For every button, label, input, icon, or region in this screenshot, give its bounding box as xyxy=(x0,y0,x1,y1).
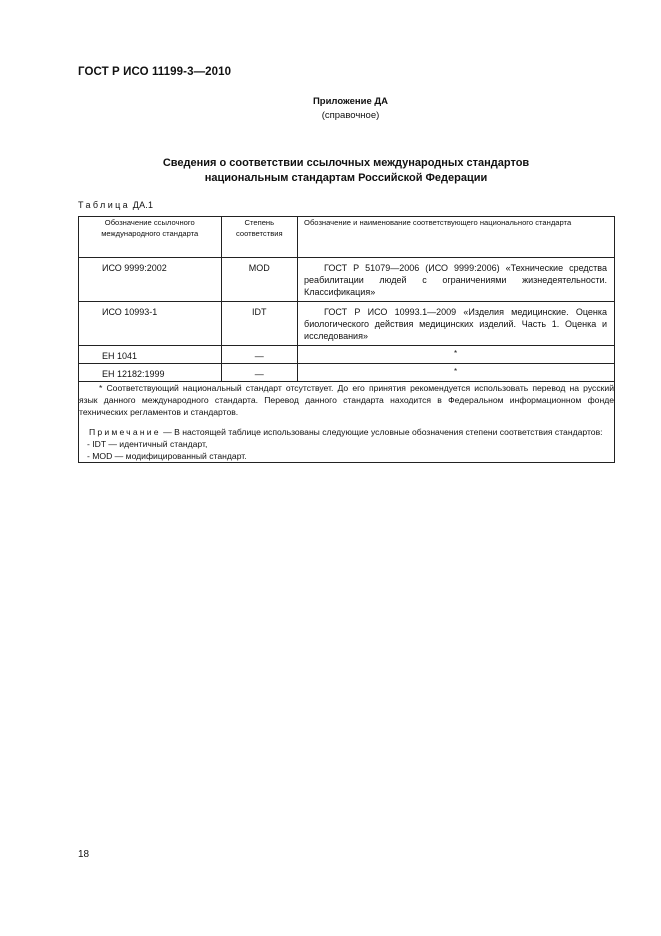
header-reference-standard xyxy=(79,217,222,258)
table-row xyxy=(79,258,615,302)
table-row xyxy=(79,302,615,346)
section-title xyxy=(78,156,614,186)
header-degree xyxy=(221,217,298,258)
section-title-line-1: Сведения о соответствии ссылочных международных стандартов xyxy=(162,157,530,169)
section-title-line-2: национальным стандартам Российской Федерации xyxy=(204,172,488,184)
document-code: ГОСТ Р ИСО 11199-3—2010 xyxy=(78,66,232,78)
cell-degree: — xyxy=(221,346,298,364)
header-national-standard: Обозначение и наименование соответствующего национального стандарта xyxy=(298,217,615,258)
annex-note: (справочное) xyxy=(321,110,380,121)
table-caption-prefix: Таблица xyxy=(78,200,131,210)
remark-label: Примечание xyxy=(89,427,161,437)
header-col1-line2: международного стандарта xyxy=(101,229,199,238)
page-number: 18 xyxy=(78,849,90,860)
cell-reference: ИСО 10993-1 xyxy=(79,302,222,346)
table-row xyxy=(79,364,615,382)
table-notes-row xyxy=(79,382,615,463)
table-notes-cell xyxy=(79,382,615,463)
cell-reference: ЕН 1041 xyxy=(79,346,222,364)
standards-table xyxy=(78,216,615,463)
header-col2-line1: Степень xyxy=(244,218,275,227)
remark-text: — В настоящей таблице использованы следующие условные обозначения степени соответствия стандартов: xyxy=(160,427,603,437)
table-header-row xyxy=(79,217,615,258)
cell-degree: MOD xyxy=(221,258,298,302)
remark-item-idt: - IDT — идентичный стандарт, xyxy=(87,439,208,449)
cell-national: * xyxy=(298,346,615,364)
cell-reference: ЕН 12182:1999 xyxy=(79,364,222,382)
cell-national: * xyxy=(298,364,615,382)
footnote: * Соответствующий национальный стандарт отсутствует. До его принятия рекомендуется использовать перевод на русский язык данного международного стандарта. Перевод данного стандарта находится в Федеральном информационном фонде технических регламентов и стандартов. xyxy=(79,383,614,417)
header-col1-line1: Обозначение ссылочного xyxy=(104,218,195,227)
table-row xyxy=(79,346,615,364)
header-col2-line2: соответствия xyxy=(235,229,283,238)
cell-degree: IDT xyxy=(221,302,298,346)
cell-degree: — xyxy=(221,364,298,382)
cell-reference: ИСО 9999:2002 xyxy=(79,258,222,302)
table-caption-number: ДА.1 xyxy=(132,200,154,210)
annex-title: Приложение ДА xyxy=(312,96,389,107)
remark xyxy=(79,426,614,438)
remark-item-mod: - MOD — модифицированный стандарт. xyxy=(87,451,247,461)
cell-national: ГОСТ Р 51079—2006 (ИСО 9999:2006) «Технические средства реабилитации людей с ограничениями жизнедеятельности. Классификация» xyxy=(298,258,615,302)
table-caption xyxy=(78,200,153,210)
cell-national: ГОСТ Р ИСО 10993.1—2009 «Изделия медицинские. Оценка биологического действия медицинских изделий. Часть 1. Оценка и исследования» xyxy=(298,302,615,346)
annex-heading xyxy=(0,95,661,123)
